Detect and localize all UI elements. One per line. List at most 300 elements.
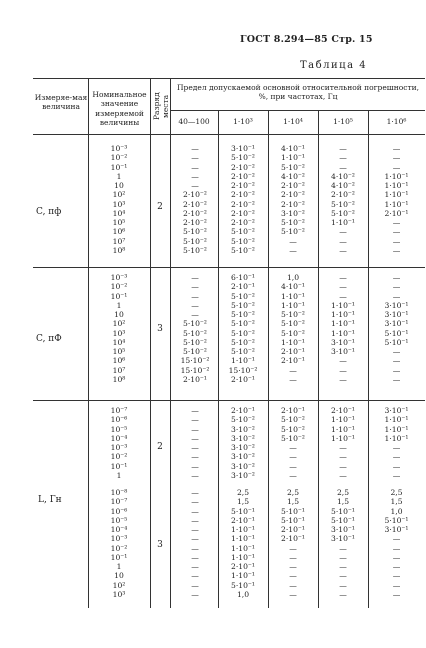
table-cell: — (191, 171, 199, 181)
table-cell: 15·10⁻² (180, 365, 210, 375)
table-cell: — (392, 291, 401, 301)
table-cell: 5·10⁻² (331, 208, 355, 218)
table-cell: — (289, 580, 297, 590)
table-cell: — (339, 470, 347, 480)
table-cell: 5·10⁻¹ (231, 506, 255, 516)
table-cell: 1·10⁻¹ (281, 153, 305, 163)
table-cell: — (392, 589, 401, 599)
table-cell: — (339, 443, 347, 452)
table-cell: 1·10⁻¹ (231, 552, 255, 562)
table-cell: — (339, 356, 347, 366)
table-cell: 10⁷ (112, 365, 126, 375)
table-cell: 2·10⁻¹ (231, 374, 255, 384)
table-cell: 10 (114, 310, 124, 319)
table-cell: — (392, 227, 401, 237)
table-cell: 3·10⁻¹ (384, 319, 409, 329)
table-cell: 3·10⁻¹ (384, 406, 409, 415)
table-cell: 5·10⁻¹ (231, 580, 255, 590)
group-2-quantity: C, пФ (36, 334, 62, 344)
table-cell: 10⁶ (112, 227, 126, 237)
table-cell: 4·10⁻¹ (281, 282, 305, 292)
table-cell: — (289, 470, 297, 480)
table-cell: 10⁵ (112, 218, 126, 227)
table-cell: — (191, 443, 199, 452)
table-cell: — (289, 571, 297, 581)
table-cell: — (191, 181, 199, 190)
table-cell: 1,5 (286, 497, 300, 507)
table-cell: 5·10⁻² (281, 227, 305, 237)
table-cell: 1·10⁻¹ (384, 190, 409, 200)
header-freq-1e4: 1·10⁴ (283, 117, 303, 126)
header-freq-1e3: 1·10³ (233, 117, 253, 126)
table-cell: 2·10⁻² (183, 218, 207, 227)
group-2-nominal (90, 273, 148, 384)
table-cell: 5·10⁻² (281, 310, 305, 319)
group-4-f40 (172, 488, 218, 599)
group-1-quantity: C, пф (36, 207, 62, 217)
table-cell: — (289, 552, 297, 562)
table-cell: 2·10⁻¹ (331, 406, 355, 415)
table-cell: — (339, 552, 347, 562)
group-1-f1e6 (369, 144, 424, 255)
table-cell: 1,5 (336, 497, 350, 507)
table-cell: 2·10⁻² (281, 199, 305, 209)
table-cell: 10⁻³ (110, 534, 128, 544)
table-cell: — (191, 562, 199, 571)
table-cell: 1·10⁻¹ (384, 424, 409, 434)
group-2-f1e6 (369, 273, 424, 384)
table-cell: — (191, 424, 199, 434)
table-cell: 6·10⁻¹ (231, 273, 255, 282)
table-cell: — (392, 470, 401, 480)
table-cell: 3·10⁻¹ (331, 337, 355, 347)
table-cell: — (191, 291, 199, 301)
running-title: ГОСТ 8.294—85 Стр. 15 (240, 34, 373, 45)
header-freq-1e5: 1·10⁵ (333, 117, 353, 126)
table-cell: 10⁻¹ (110, 552, 128, 562)
table-cell: 10⁷ (112, 236, 126, 246)
table-cell: — (191, 310, 199, 319)
table-cell: — (339, 153, 347, 163)
table-cell: — (392, 580, 401, 590)
table-cell: 10⁻¹ (110, 162, 128, 172)
group-4-f1e4 (269, 488, 317, 599)
table-cell: 5·10⁻² (281, 433, 305, 443)
table-cell: — (339, 162, 347, 172)
table-cell: 10⁴ (112, 337, 126, 347)
table-cell: 3·10⁻¹ (331, 347, 355, 356)
table-cell: 10⁻¹ (110, 461, 128, 471)
table-cell: 3·10⁻² (231, 424, 255, 434)
table-cell: 5·10⁻² (231, 319, 255, 329)
table-cell: 1,5 (236, 497, 250, 507)
table-cell: 5·10⁻² (231, 291, 255, 301)
table-cell: — (339, 562, 347, 571)
table-cell: — (191, 452, 199, 462)
table-cell: — (392, 552, 401, 562)
table-cell: — (289, 543, 297, 553)
group-4-f1e6 (369, 488, 424, 599)
table-cell: 3·10⁻¹ (331, 525, 355, 534)
table-cell: — (339, 282, 347, 292)
table-cell: — (339, 543, 347, 553)
group-4-nominal (90, 488, 148, 599)
table-cell: 3·10⁻² (281, 208, 305, 218)
table-cell: — (191, 515, 199, 525)
table-cell: 10⁶ (112, 356, 126, 366)
table-cell: 10⁻⁵ (110, 424, 128, 434)
table-cell: 5·10⁻² (281, 415, 305, 425)
table-cell: 1·10⁻¹ (331, 310, 355, 319)
table-cell: 5·10⁻² (183, 347, 207, 356)
table-cell: 5·10⁻² (231, 347, 255, 356)
table-cell: 1·10⁻¹ (331, 319, 355, 329)
table-cell: 3·10⁻¹ (231, 144, 255, 153)
table-cell: 1,0 (286, 273, 300, 282)
group-3-f40 (172, 406, 218, 480)
table-cell: 1·10⁻¹ (384, 433, 409, 443)
table-cell: 1·10⁻¹ (331, 328, 355, 338)
table-cell: — (392, 153, 401, 163)
table-cell: — (392, 347, 401, 356)
table-cell: — (339, 374, 347, 384)
table-cell: — (191, 571, 199, 581)
group-1-category: 2 (157, 202, 163, 212)
header-nominal: Номинальное значение измеряемой величины (92, 90, 147, 128)
group-3-f1e5 (319, 406, 367, 480)
table-cell: — (289, 452, 297, 462)
group-3-category: 2 (157, 442, 163, 452)
table-cell: — (339, 245, 347, 255)
group-3-nominal (90, 406, 148, 480)
table-cell: — (191, 461, 199, 471)
table-cell: 5·10⁻² (231, 245, 255, 255)
table-cell: 1 (116, 300, 122, 310)
table-cell: 3·10⁻¹ (384, 310, 409, 319)
table-cell: 5·10⁻¹ (281, 506, 305, 516)
table-cell: 2·10⁻¹ (281, 347, 305, 356)
table-cell: 1,5 (390, 497, 403, 507)
table-cell: 2,5 (390, 488, 403, 497)
table-cell: 1 (116, 562, 122, 571)
table-cell: 2·10⁻¹ (384, 208, 409, 218)
table-cell: 1·10⁻¹ (384, 181, 409, 190)
table-cell: 2·10⁻¹ (281, 356, 305, 366)
table-cell: — (392, 218, 401, 227)
table-cell: 5·10⁻² (281, 328, 305, 338)
table-cell: 1·10⁻¹ (231, 571, 255, 581)
table-cell: 2·10⁻¹ (231, 515, 255, 525)
table-cell: — (289, 443, 297, 452)
table-cell: 10⁻³ (110, 273, 128, 282)
table-cell: 2,5 (336, 488, 350, 497)
table-cell: 2·10⁻² (231, 162, 255, 172)
group-3-f1e3 (219, 406, 267, 480)
header-category: Разряд места (152, 92, 170, 120)
table-cell: 2·10⁻¹ (281, 525, 305, 534)
table-cell: — (191, 470, 199, 480)
table-cell: 1 (116, 470, 122, 480)
table-cell: — (392, 562, 401, 571)
table-cell: 5·10⁻² (281, 162, 305, 172)
table-cell: 1·10⁻¹ (231, 534, 255, 544)
group-2-f1e3 (219, 273, 267, 384)
table-cell: — (339, 365, 347, 375)
table-cell: 1·10⁻¹ (331, 424, 355, 434)
table-cell: — (339, 589, 347, 599)
table-cell: 1·10⁻¹ (281, 337, 305, 347)
table-cell: 2·10⁻¹ (231, 406, 255, 415)
table-cell: 10³ (112, 589, 126, 599)
table-cell: 10⁻⁵ (110, 515, 128, 525)
table-cell: 2·10⁻² (281, 190, 305, 200)
table-cell: 2·10⁻² (231, 181, 255, 190)
table-cell: 5·10⁻² (231, 337, 255, 347)
table-cell: — (392, 365, 401, 375)
table-cell: 2·10⁻¹ (281, 406, 305, 415)
header-limit: Предел допускаемой основной относительной погрешности, %, при частотах, Гц (176, 83, 420, 102)
table-cell: — (392, 236, 401, 246)
table-cell: 5·10⁻¹ (331, 506, 355, 516)
table-cell: 4·10⁻² (331, 181, 355, 190)
table-cell: — (339, 227, 347, 237)
table-cell: 10⁻⁷ (110, 497, 128, 507)
table-cell: 10⁻² (110, 543, 128, 553)
table-cell: 1·10⁻¹ (331, 300, 355, 310)
table-cell: 10⁸ (112, 245, 126, 255)
group-4-f1e3 (219, 488, 267, 599)
table-cell: — (392, 534, 401, 544)
table-cell: 1·10⁻¹ (231, 543, 255, 553)
table-cell: 2·10⁻¹ (183, 374, 207, 384)
table-cell: 10³ (112, 199, 126, 209)
table-cell: — (392, 452, 401, 462)
group-1-f1e5 (319, 144, 367, 255)
table-cell: — (191, 406, 199, 415)
table-cell: — (392, 162, 401, 172)
table-cell: — (339, 571, 347, 581)
table-cell: 5·10⁻¹ (331, 515, 355, 525)
table-cell: — (191, 300, 199, 310)
table-cell: 3·10⁻¹ (331, 534, 355, 544)
header-freq-40: 40—100 (178, 117, 210, 126)
table-cell: 5·10⁻² (231, 236, 255, 246)
table-cell: 15·10⁻² (228, 365, 258, 375)
table-cell: 2·10⁻¹ (231, 562, 255, 571)
table-cell: — (191, 543, 199, 553)
table-cell: 1·10⁻¹ (384, 171, 409, 181)
table-cell: 10⁻³ (110, 144, 128, 153)
table-cell: 3·10⁻² (231, 433, 255, 443)
table-cell: 10⁻³ (110, 443, 128, 452)
table-label: Таблица 4 (300, 60, 368, 71)
table-cell: — (191, 534, 199, 544)
table-cell: — (191, 506, 199, 516)
table-cell: 5·10⁻¹ (384, 328, 409, 338)
table-cell: 1·10⁻¹ (331, 218, 355, 227)
table-cell: 1·10⁻¹ (384, 415, 409, 425)
group-1-nominal (90, 144, 148, 255)
group-1-f1e3 (219, 144, 267, 255)
table-cell: 10⁻⁷ (110, 406, 128, 415)
table-cell: 5·10⁻² (231, 328, 255, 338)
table-cell: — (392, 443, 401, 452)
table-cell: — (191, 282, 199, 292)
table-cell: — (339, 580, 347, 590)
table-cell: — (289, 236, 297, 246)
table-cell: 3·10⁻¹ (384, 300, 409, 310)
table-cell: — (191, 162, 199, 172)
table-cell: 2·10⁻² (231, 199, 255, 209)
table-cell: — (191, 525, 199, 534)
table-cell: 5·10⁻² (281, 319, 305, 329)
group-3-f1e6 (369, 406, 424, 480)
table-cell: 10 (114, 181, 124, 190)
table-cell: — (289, 562, 297, 571)
table-cell: — (339, 273, 347, 282)
table-cell: 5·10⁻¹ (384, 515, 409, 525)
table-cell: 2·10⁻¹ (281, 534, 305, 544)
table-cell: 10⁻² (110, 282, 128, 292)
group-2-f1e5 (319, 273, 367, 384)
table-cell: 5·10⁻¹ (384, 337, 409, 347)
table-cell: 10⁸ (112, 374, 126, 384)
table-cell: — (339, 144, 347, 153)
table-cell: — (339, 461, 347, 471)
table-cell: 5·10⁻² (231, 310, 255, 319)
table-cell: — (191, 415, 199, 425)
table-cell: — (289, 374, 297, 384)
table-cell: 4·10⁻² (281, 171, 305, 181)
table-cell: — (339, 452, 347, 462)
group-2-f40 (172, 273, 218, 384)
table-cell: 1·10⁻¹ (331, 433, 355, 443)
table-cell: 10⁻² (110, 153, 128, 163)
table-cell: 10⁵ (112, 347, 126, 356)
table-cell: 5·10⁻² (183, 227, 207, 237)
table-cell: 3·10⁻² (231, 452, 255, 462)
table-cell: 10 (114, 571, 124, 581)
table-cell: 10⁻² (110, 452, 128, 462)
table-cell: 10⁻⁴ (110, 525, 128, 534)
table-cell: 3·10⁻² (231, 461, 255, 471)
table-cell: 2·10⁻² (183, 190, 207, 200)
table-cell: 4·10⁻¹ (281, 144, 305, 153)
table-cell: — (392, 356, 401, 366)
table-cell: 5·10⁻² (231, 227, 255, 237)
table-cell: — (339, 236, 347, 246)
table-cell: 1·10⁻¹ (231, 356, 255, 366)
table-cell: — (191, 488, 199, 497)
table-cell: 1·10⁻¹ (331, 415, 355, 425)
table-cell: 3·10⁻² (231, 470, 255, 480)
group-4-category: 3 (157, 540, 163, 550)
table-cell: 2·10⁻² (331, 190, 355, 200)
table-cell: 5·10⁻² (281, 218, 305, 227)
table-cell: 5·10⁻² (183, 245, 207, 255)
table-cell: 10³ (112, 328, 126, 338)
table-cell: — (339, 291, 347, 301)
table-cell: 2·10⁻² (231, 218, 255, 227)
table-cell: — (289, 245, 297, 255)
table-cell: 1·10⁻¹ (281, 291, 305, 301)
table-cell: 1·10⁻¹ (281, 300, 305, 310)
table-cell: 5·10⁻² (183, 236, 207, 246)
table-cell: — (191, 580, 199, 590)
table-cell: — (392, 543, 401, 553)
table-cell: 3·10⁻¹ (384, 525, 409, 534)
table-cell: 2·10⁻² (183, 199, 207, 209)
table-cell: — (191, 273, 199, 282)
table-cell: — (191, 552, 199, 562)
table-cell: — (289, 589, 297, 599)
table-cell: 10² (112, 580, 126, 590)
table-cell: 10⁻⁶ (110, 415, 128, 425)
group-4-f1e5 (319, 488, 367, 599)
table-cell: 2·10⁻² (281, 181, 305, 190)
table-cell: 5·10⁻² (231, 415, 255, 425)
table-cell: 5·10⁻² (183, 337, 207, 347)
table-cell: — (392, 282, 401, 292)
table-cell: — (191, 153, 199, 163)
group-1-f40 (172, 144, 218, 255)
table-cell: 1 (116, 171, 122, 181)
table-cell: 2·10⁻² (231, 171, 255, 181)
table-cell: — (392, 571, 401, 581)
table-cell: — (392, 245, 401, 255)
table-cell: 2·10⁻² (231, 208, 255, 218)
table-cell: — (289, 365, 297, 375)
table-cell: 2,5 (286, 488, 300, 497)
group-3-f1e4 (269, 406, 317, 480)
table-cell: — (191, 144, 199, 153)
table-cell: 4·10⁻² (331, 171, 355, 181)
table-cell: — (392, 273, 401, 282)
table-cell: 15·10⁻² (180, 356, 210, 366)
table-cell: 2·10⁻² (231, 190, 255, 200)
table-cell: 3·10⁻² (231, 443, 255, 452)
table-cell: 10⁻⁸ (110, 488, 128, 497)
group-2-category: 3 (157, 324, 163, 334)
table-cell: 2,5 (236, 488, 250, 497)
table-cell: 5·10⁻² (231, 300, 255, 310)
table-cell: 5·10⁻¹ (281, 515, 305, 525)
table-cell: 10⁴ (112, 208, 126, 218)
table-cell: — (191, 589, 199, 599)
header-freq-1e6: 1·10⁶ (386, 117, 407, 126)
table-cell: 1,0 (236, 589, 250, 599)
table-cell: — (392, 461, 401, 471)
header-quantity: Измеряе-мая величина (34, 93, 88, 112)
table-cell: 5·10⁻² (231, 153, 255, 163)
table-cell: 2·10⁻² (183, 208, 207, 218)
table-cell: — (392, 374, 401, 384)
table-cell: — (392, 144, 401, 153)
table-cell: 5·10⁻² (183, 319, 207, 329)
table-cell: 10⁻⁶ (110, 506, 128, 516)
table-cell: 5·10⁻² (281, 424, 305, 434)
table-cell: 10⁻⁴ (110, 433, 128, 443)
table-cell: 5·10⁻² (183, 328, 207, 338)
table-cell: — (289, 461, 297, 471)
table-cell: 10² (112, 319, 126, 329)
table-cell: 1·10⁻¹ (231, 525, 255, 534)
table-cell: 1,0 (390, 506, 403, 516)
table-cell: 2·10⁻¹ (231, 282, 255, 292)
table-cell: — (191, 433, 199, 443)
table-cell: — (191, 497, 199, 507)
group-2-f1e4 (269, 273, 317, 384)
